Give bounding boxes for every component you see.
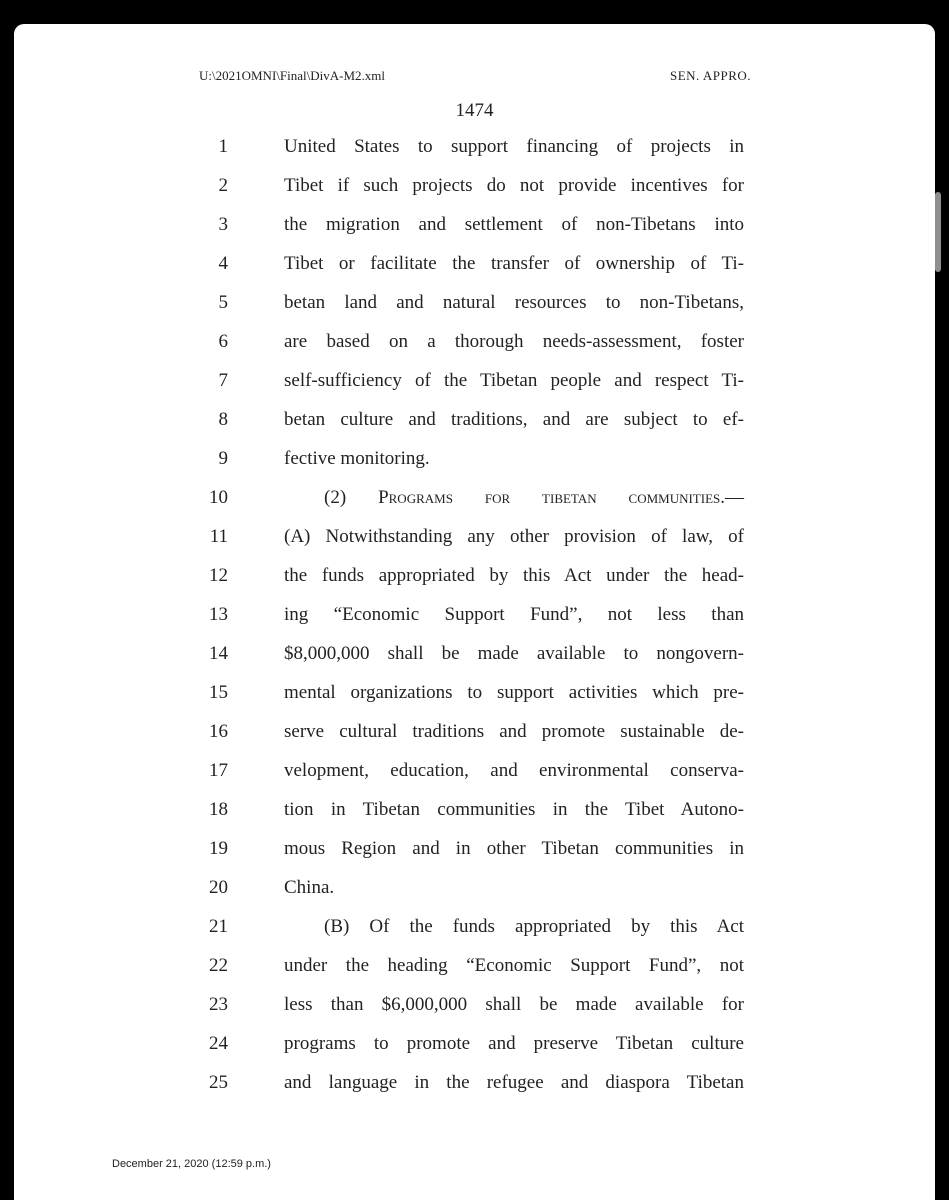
- text-line: [14, 134, 935, 173]
- text-line: [14, 680, 935, 719]
- line-number: 16: [209, 721, 228, 742]
- text-line: [14, 446, 935, 485]
- text-line: [14, 329, 935, 368]
- line-text: Tibet if such projects do not provide incentives for: [284, 175, 744, 196]
- line-number: 21: [209, 916, 228, 937]
- text-line: [14, 524, 935, 563]
- text-line: [14, 992, 935, 1031]
- scrollbar-thumb[interactable]: [935, 192, 941, 272]
- text-line: [14, 719, 935, 758]
- line-text: self-sufficiency of the Tibetan people and respect Ti-: [284, 370, 744, 391]
- line-number: 20: [209, 877, 228, 898]
- line-number: 15: [209, 682, 228, 703]
- line-number: 8: [218, 409, 228, 430]
- line-text: (B) Of the funds appropriated by this Act: [324, 916, 744, 937]
- line-number: 9: [218, 448, 228, 469]
- text-line: [14, 875, 935, 914]
- line-number: 13: [209, 604, 228, 625]
- line-text: the funds appropriated by this Act under the head-: [284, 565, 744, 586]
- line-number: 14: [209, 643, 228, 664]
- line-number: 18: [209, 799, 228, 820]
- text-line: [14, 1070, 935, 1109]
- line-number: 25: [209, 1072, 228, 1093]
- line-number: 5: [218, 292, 228, 313]
- text-line: [14, 758, 935, 797]
- line-text: are based on a thorough needs-assessment, foster: [284, 331, 744, 352]
- text-line: [14, 368, 935, 407]
- page-number: 1474: [455, 100, 494, 121]
- line-text: serve cultural traditions and promote sustainable de-: [284, 721, 744, 742]
- line-text: betan land and natural resources to non-Tibetans,: [284, 292, 744, 313]
- text-line: [14, 407, 935, 446]
- line-text: fective monitoring.: [284, 448, 430, 469]
- text-line: [14, 485, 935, 524]
- line-number: 3: [218, 214, 228, 235]
- line-text: under the heading “Economic Support Fund”, not: [284, 955, 744, 976]
- line-text: $8,000,000 shall be made available to nongovern-: [284, 643, 744, 664]
- header-file-path: U:\2021OMNI\Final\DivA-M2.xml: [199, 68, 385, 83]
- line-number: 19: [209, 838, 228, 859]
- line-text: betan culture and traditions, and are subject to ef-: [284, 409, 744, 430]
- text-line: [14, 212, 935, 251]
- header-committee: SEN. APPRO.: [670, 68, 751, 83]
- line-number: 6: [218, 331, 228, 352]
- line-number: 1: [218, 136, 228, 157]
- text-line: [14, 1031, 935, 1070]
- text-line: [14, 797, 935, 836]
- text-line: [14, 173, 935, 212]
- text-line: [14, 641, 935, 680]
- line-text: velopment, education, and environmental conserva-: [284, 760, 744, 781]
- footer-timestamp: December 21, 2020 (12:59 p.m.): [112, 1158, 271, 1170]
- section-heading: (2) Programs for tibetan communities.—: [324, 487, 744, 508]
- line-number: 24: [209, 1033, 228, 1054]
- line-text: Tibet or facilitate the transfer of ownership of Ti-: [284, 253, 744, 274]
- line-text: ing “Economic Support Fund”, not less than: [284, 604, 744, 625]
- line-number: 2: [218, 175, 228, 196]
- line-text: mous Region and in other Tibetan communities in: [284, 838, 744, 859]
- line-text: China.: [284, 877, 335, 898]
- text-line: [14, 251, 935, 290]
- text-line: [14, 602, 935, 641]
- line-text: and language in the refugee and diaspora Tibetan: [284, 1072, 744, 1093]
- line-text: programs to promote and preserve Tibetan culture: [284, 1033, 744, 1054]
- line-number: 10: [209, 487, 228, 508]
- line-number: 4: [218, 253, 228, 274]
- line-text: tion in Tibetan communities in the Tibet Autono-: [284, 799, 744, 820]
- text-line: [14, 836, 935, 875]
- line-number: 7: [218, 370, 228, 391]
- line-text: less than $6,000,000 shall be made available for: [284, 994, 744, 1015]
- text-line: [14, 914, 935, 953]
- line-number: 17: [209, 760, 228, 781]
- line-number: 23: [209, 994, 228, 1015]
- line-text: United States to support financing of projects in: [284, 136, 744, 157]
- line-number: 22: [209, 955, 228, 976]
- line-number: 11: [209, 526, 228, 547]
- text-line: [14, 953, 935, 992]
- line-text: (A) Notwithstanding any other provision of law, of: [284, 526, 744, 547]
- document-page: [14, 24, 935, 1200]
- line-text: the migration and settlement of non-Tibetans into: [284, 214, 744, 235]
- line-text: mental organizations to support activities which pre-: [284, 682, 744, 703]
- text-line: [14, 290, 935, 329]
- line-number: 12: [209, 565, 228, 586]
- text-line: [14, 563, 935, 602]
